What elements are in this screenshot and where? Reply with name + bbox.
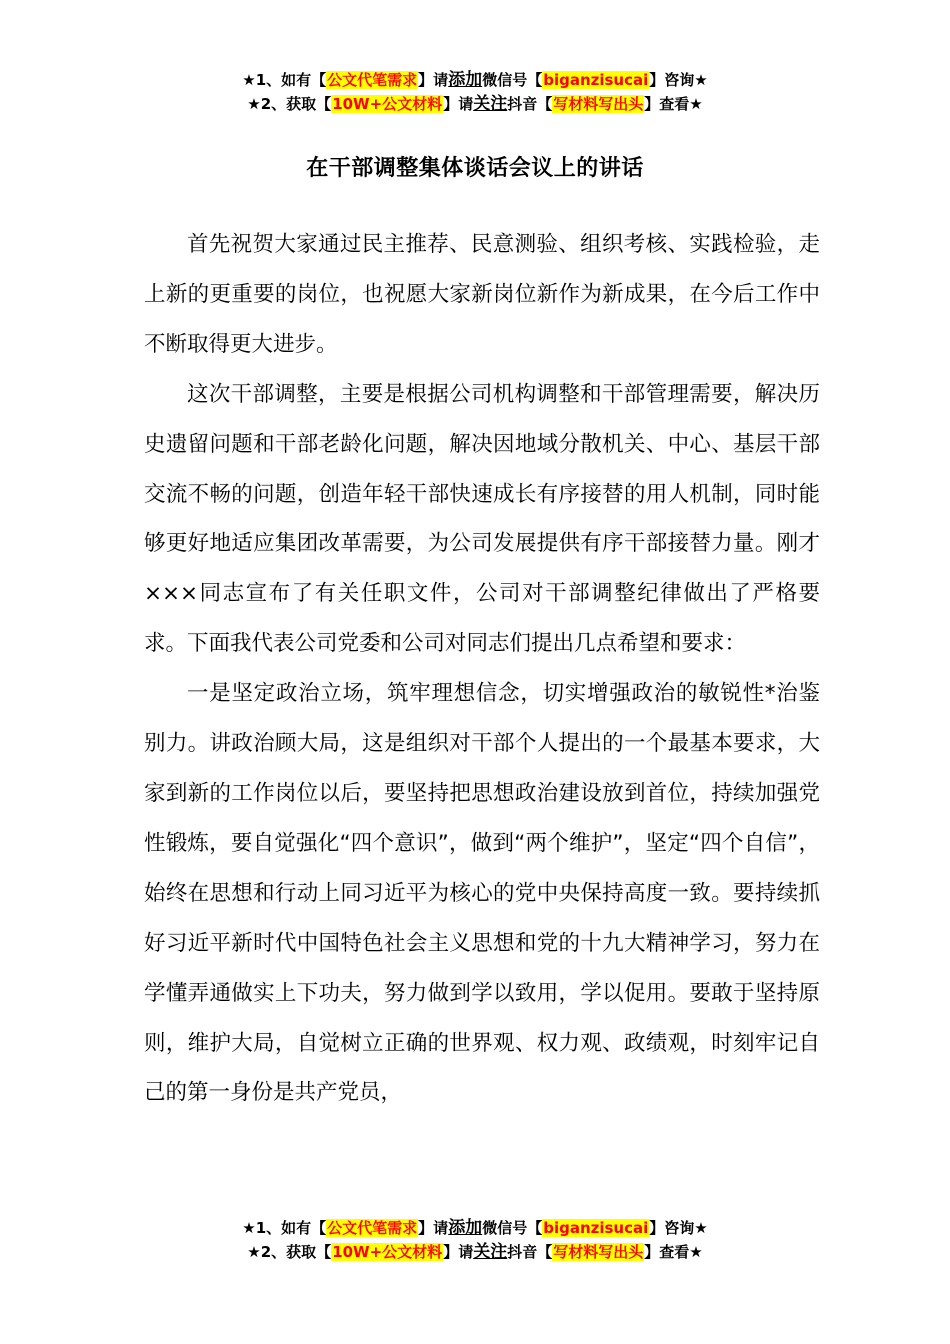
highlight-materials: 10W+公文材料: [332, 1243, 443, 1261]
footer-banner: [0, 1216, 950, 1264]
underlined-word: 添加: [448, 1218, 483, 1238]
banner-line-1: [0, 1216, 950, 1240]
banner-line-2: [0, 1240, 950, 1264]
banner-text: 微信号【: [482, 71, 543, 89]
banner-text: 】查看★: [644, 1243, 703, 1261]
banner-text: 】咨询★: [649, 1219, 708, 1237]
highlight-douyin-account: 写材料写出头: [553, 95, 644, 113]
underlined-word: 关注: [473, 94, 508, 114]
paragraph: 一是坚定政治立场，筑牢理想信念，切实增强政治的敏锐性*治鉴别力。讲政治顾大局，这是组织对干部个人提出的一个最基本要求，大家到新的工作岗位以后，要坚持把思想政治建设放到首位，持续加强党性锻炼，要自觉强化“四个意识”，做到“两个维护”，坚定“四个自信”，始终在思想和行动上同习近平为核心的党中央保持高度一致。要持续抓好习近平新时代中国特色社会主义思想和党的十九大精神学习，努力在学懂弄通做实上下功夫，努力做到学以致用，学以促用。要敢于坚持原则，维护大局，自觉树立正确的世界观、权力观、政绩观，时刻牢记自己的第一身份是共产党员，: [144, 681, 820, 1106]
underlined-word: 添加: [448, 70, 483, 90]
header-banner: [0, 68, 950, 116]
document-body: [144, 220, 820, 1118]
banner-line-1: [0, 68, 950, 92]
banner-text: 微信号【: [482, 1219, 543, 1237]
banner-text: 】查看★: [644, 95, 703, 113]
banner-text: 】请: [443, 1243, 474, 1261]
highlight-service: 公文代笔需求: [327, 71, 418, 89]
banner-text: 】请: [418, 71, 449, 89]
paragraph: 这次干部调整，主要是根据公司机构调整和干部管理需要，解决历史遗留问题和干部老龄化问题，解决因地域分散机关、中心、基层干部交流不畅的问题，创造年轻干部快速成长有序接替的用人机制，同时能够更好地适应集团改革需要，为公司发展提供有序干部接替力量。刚才×××同志宣布了有关任职文件，公司对干部调整纪律做出了严格要求。下面我代表公司党委和公司对同志们提出几点希望和要求：: [144, 381, 820, 657]
highlight-douyin-account: 写材料写出头: [553, 1243, 644, 1261]
banner-text: 】请: [418, 1219, 449, 1237]
highlight-materials: 10W+公文材料: [332, 95, 443, 113]
banner-text: 】咨询★: [649, 71, 708, 89]
underlined-word: 关注: [473, 1242, 508, 1262]
banner-line-2: [0, 92, 950, 116]
banner-text: ★2、获取【: [247, 1243, 332, 1261]
banner-text: 抖音【: [507, 1243, 553, 1261]
highlight-service: 公文代笔需求: [327, 1219, 418, 1237]
highlight-wechat-id: biganzisucai: [543, 71, 649, 89]
highlight-wechat-id: biganzisucai: [543, 1219, 649, 1237]
banner-text: ★2、获取【: [247, 95, 332, 113]
document-title: 在干部调整集体谈话会议上的讲话: [306, 156, 644, 181]
banner-text: 】请: [443, 95, 474, 113]
paragraph: 首先祝贺大家通过民主推荐、民意测验、组织考核、实践检验，走上新的更重要的岗位，也祝愿大家新岗位新作为新成果，在今后工作中不断取得更大进步。: [144, 232, 820, 357]
banner-text: 抖音【: [507, 95, 553, 113]
banner-text: ★1、如有【: [242, 1219, 327, 1237]
banner-text: ★1、如有【: [242, 71, 327, 89]
